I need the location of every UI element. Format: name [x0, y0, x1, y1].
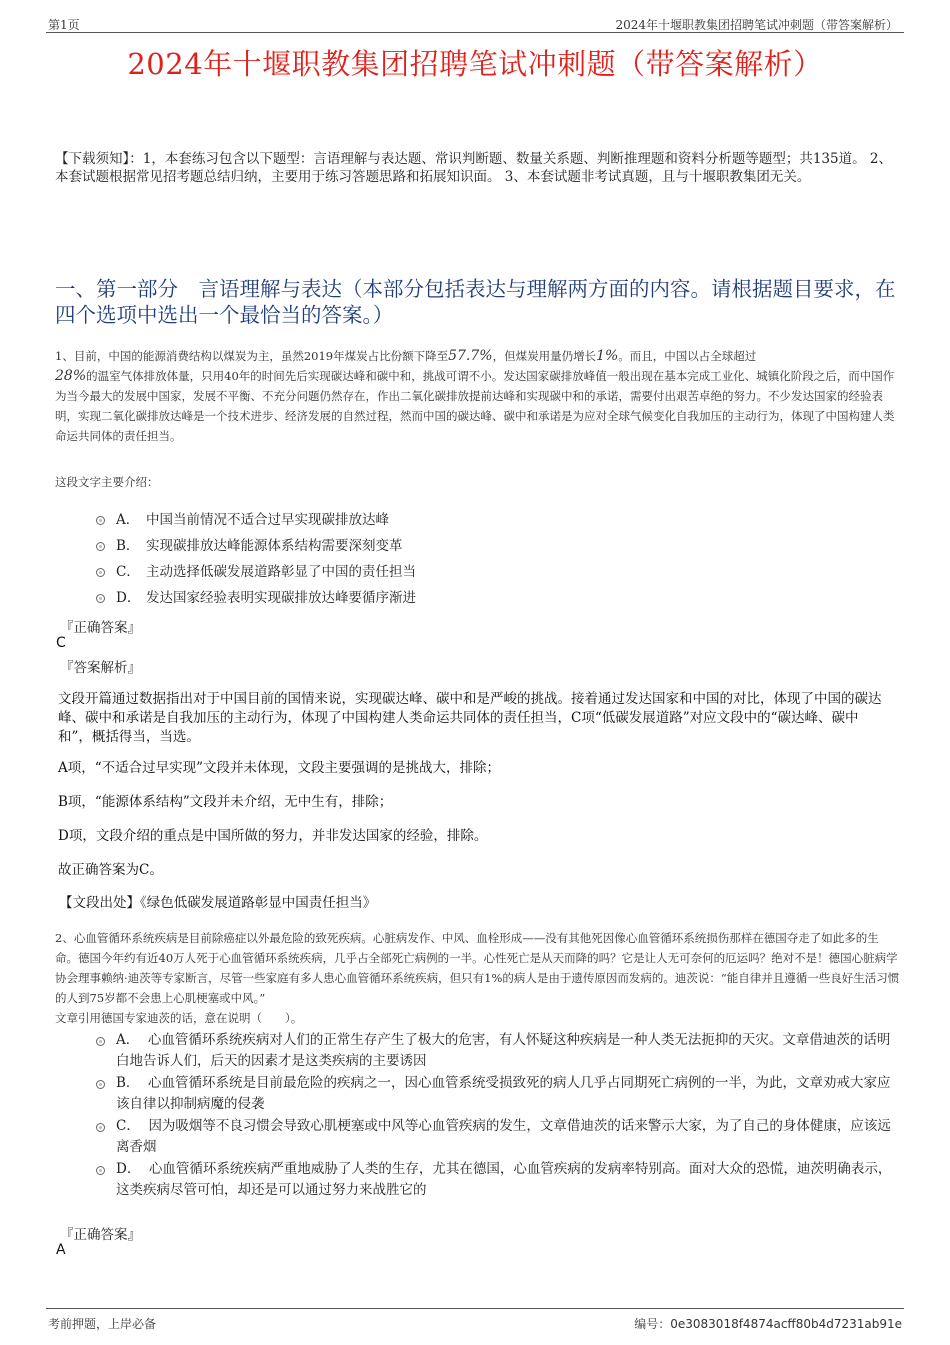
answer-label: 『正确答案』: [60, 1227, 141, 1243]
correct-answer: C: [56, 635, 66, 651]
radio-icon[interactable]: [96, 568, 105, 577]
option-a[interactable]: A． 中国当前情况不适合过早实现碳排放达峰: [94, 507, 894, 533]
option-b[interactable]: B． 实现碳排放达峰能源体系结构需要深刻变革: [94, 533, 894, 559]
download-notice: 【下载须知】：1，本套练习包含以下题型：言语理解与表达题、常识判断题、数量关系题、判断推理题和资料分析题等题型；共135道。 2、本套试题根据常见招考题总结归纳，主要用于练习答题思路和拓展知识面。 3、本套试题非考试真题，且与十堰职教集团无关。: [55, 151, 892, 185]
question-2-prompt: 文章引用德国专家迪茨的话，意在说明（ ）。: [55, 1011, 303, 1025]
analysis-paragraph: 文段开篇通过数据指出对于中国目前的国情来说，实现碳达峰、碳中和是严峻的挑战。接着通过发达国家和中国的对比，体现了中国的碳达峰、碳中和承诺是自我加压的主动行为，体现了中国构建人类命运共同体的责任担当，C项“低碳发展道路”对应文段中的“碳达峰、碳中和”，概括得当，当选。: [58, 691, 882, 745]
radio-icon[interactable]: [96, 594, 105, 603]
question-1-text: 1、目前，中国的能源消费结构以煤炭为主，虽然2019年煤炭占比份额下降至57.7%，但煤炭用量仍增长1%。而且，中国以占全球超过 28%的温室气体排放体量，只用40年的时间先后实现碳达峰和碳中和，挑战可谓不小。发达国家碳排放峰值一般出现在基本完成工业化、城镇化阶段之后，而中国作为当今最大的发展中国家，发展不平衡、不充分问题仍然存在，作出二氧化碳排放提前达峰和实现碳中和的承诺，需要付出艰苦卓绝的努力。不少发达国家的经验表明，实现二氧化碳排放达峰是一个技术进步、经济发展的自然过程，然而中国的碳达峰、碳中和承诺是为应对全球气候变化自我加压的主动行为，体现了中国构建人类命运共同体的责任担当。: [55, 348, 895, 443]
option-b[interactable]: B． 心血管循环系统是目前最危险的疾病之一，因心血管系统受损致死的病人几乎占同期死亡病例的一半，为此，文章劝戒大家应该自律以抑制病魔的侵袭: [94, 1073, 894, 1115]
footer-slogan: 考前押题，上岸必备: [48, 1317, 157, 1331]
page-title: 2024年十堰职教集团招聘笔试冲刺题（带答案解析）: [127, 47, 823, 81]
radio-icon[interactable]: [96, 1123, 105, 1132]
question-1-options: [94, 507, 894, 611]
correct-answer: A: [56, 1242, 66, 1258]
option-d[interactable]: D． 心血管循环系统疾病严重地威胁了人类的生存，尤其在德国，心血管疾病的发病率特别高。面对大众的恐慌，迪茨明确表示，这类疾病尽管可怕，却还是可以通过努力来战胜它的: [94, 1159, 894, 1201]
option-c[interactable]: C． 因为吸烟等不良习惯会导致心肌梗塞或中风等心血管疾病的发生，文章借迪茨的话来警示大家，为了自己的身体健康，应该远离香烟: [94, 1116, 894, 1158]
analysis-paragraph: B项，“能源体系结构”文段并未介绍，无中生有，排除；: [58, 794, 393, 810]
radio-icon[interactable]: [96, 542, 105, 551]
page-number: 第1页: [48, 18, 80, 32]
header-doc-title: 2024年十堰职教集团招聘笔试冲刺题（带答案解析）: [615, 18, 898, 32]
source-citation: 【文段出处】《绿色低碳发展道路彰显中国责任担当》: [59, 895, 377, 911]
radio-icon[interactable]: [96, 516, 105, 525]
page-footer: [46, 1308, 904, 1329]
analysis-label: 『答案解析』: [60, 660, 141, 676]
question-2-options: [94, 1030, 894, 1202]
option-c[interactable]: C． 主动选择低碳发展道路彰显了中国的责任担当: [94, 559, 894, 585]
radio-icon[interactable]: [96, 1080, 105, 1089]
question-2-text: 2、心血管循环系统疾病是目前除癌症以外最危险的致死疾病。心脏病发作、中风、血栓形成——没有其他死因像心血管循环系统损伤那样在德国夺走了如此多的生命。德国今年约有近40万人死于心血管循环系统疾病，几乎占全部死亡病例的一半。心性死亡是从天而降的吗？它是让人无可奈何的厄运吗？绝对不是！德国心脏病学协会理事赖纳·迪茨等专家断言，尽管一些家庭有多人患心血管循环系统疾病，但只有1%的病人是由于遗传原因而发病的。迪茨说：“能自律并且遵循一些良好生活习惯的人到75岁都不会患上心肌梗塞或中风。”: [55, 931, 900, 1005]
answer-label: 『正确答案』: [60, 620, 141, 636]
option-d[interactable]: D． 发达国家经验表明实现碳排放达峰要循序渐进: [94, 585, 894, 611]
option-a[interactable]: A． 心血管循环系统疾病对人们的正常生存产生了极大的危害，有人怀疑这种疾病是一种人类无法扼抑的天灾。文章借迪茨的话明白地告诉人们，后天的因素才是这类疾病的主要诱因: [94, 1030, 894, 1072]
radio-icon[interactable]: [96, 1166, 105, 1175]
question-1-prompt: 这段文字主要介绍：: [55, 475, 159, 489]
section-heading: 一、第一部分 言语理解与表达（本部分包括表达与理解两方面的内容。请根据题目要求，在四个选项中选出一个最恰当的答案。）: [55, 277, 896, 327]
analysis-paragraph: A项，“不适合过早实现”文段并未体现，文段主要强调的是挑战大，排除；: [58, 760, 501, 776]
analysis-paragraph: D项，文段介绍的重点是中国所做的努力，并非发达国家的经验，排除。: [58, 828, 488, 844]
radio-icon[interactable]: [96, 1037, 105, 1046]
page-header: [46, 10, 904, 33]
analysis-conclusion: 故正确答案为C。: [58, 862, 163, 878]
footer-code: 编号：0e3083018f4874acff80b4d7231ab91e: [634, 1317, 902, 1331]
